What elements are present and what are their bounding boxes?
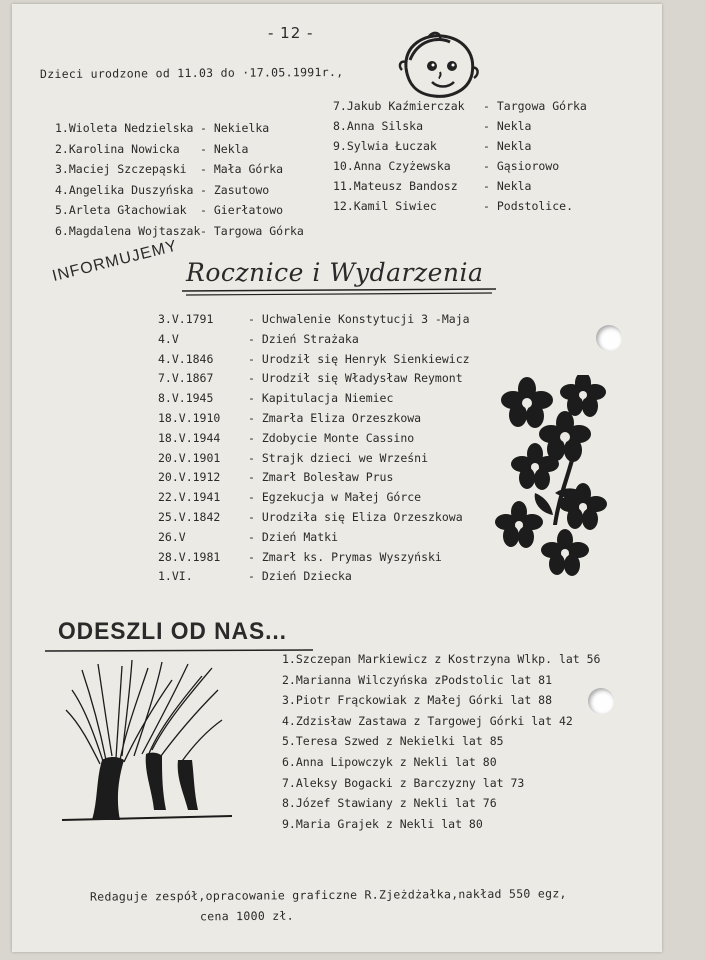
obituary-entry: 1.Szczepan Markiewicz z Kostrzyna Wlkp. lat 56 <box>282 652 601 666</box>
event-description: - Uchwalenie Konstytucji 3 -Maja <box>248 312 470 326</box>
birth-place: - Nekielka <box>200 121 270 135</box>
birth-name: 4.Angelika Duszyńska <box>55 182 194 197</box>
event-description: - Strajk dzieci we Wrześni <box>248 450 429 465</box>
birth-place: - Mała Górka <box>200 162 284 176</box>
event-description: - Urodził się Władysław Reymont <box>248 371 463 386</box>
willow-tree-illustration <box>62 660 232 830</box>
obituary-entry: 3.Piotr Frąckowiak z Małej Górki lat 88 <box>282 693 553 708</box>
birth-entry <box>333 119 531 133</box>
birth-entry <box>55 121 269 135</box>
obituary-entry: 7.Aleksy Bogacki z Barczyzny lat 73 <box>282 775 525 790</box>
birth-place: - Gąsiorowo <box>483 159 560 173</box>
birth-name: 12.Kamil Siwiec <box>333 199 437 213</box>
birth-place: - Targowa Górka <box>200 223 304 238</box>
obituary-entry: 8.Józef Stawiany z Nekli lat 76 <box>282 796 497 811</box>
birth-entry <box>333 159 559 173</box>
birth-name: 6.Magdalena Wojtaszak <box>55 223 201 238</box>
birth-place: - Nekla <box>483 119 532 133</box>
birth-name: 10.Anna Czyżewska <box>333 159 451 173</box>
footer-credits: Redaguje zespół,opracowanie graficzne R.Zjeżdżałka,nakład 550 egz, <box>89 886 567 904</box>
event-description: - Zdobycie Monte Cassino <box>248 430 415 445</box>
event-date: 4.V.1846 <box>158 351 214 366</box>
event-date: 25.V.1842 <box>158 510 221 524</box>
birth-name: 9.Sylwia Łuczak <box>333 139 437 153</box>
obituary-entry: 5.Teresa Szwed z Nekielki lat 85 <box>282 734 504 749</box>
birth-name: 7.Jakub Kaźmierczak <box>333 99 465 113</box>
birth-entry <box>333 99 587 113</box>
events-title: Rocznice i Wydarzenia <box>186 258 484 287</box>
event-description: - Egzekucja w Małej Górce <box>248 490 422 505</box>
birth-place: - Nekla <box>483 139 532 153</box>
birth-name: 1.Wioleta Nedzielska <box>55 121 194 135</box>
birth-entry <box>333 139 531 153</box>
birth-name: 5.Arleta Głachowiak <box>55 203 187 217</box>
birth-entry <box>55 224 304 238</box>
event-date: 22.V.1941 <box>158 490 221 505</box>
event-date: 4.V <box>158 331 179 346</box>
event-date: 1.VI. <box>158 569 193 584</box>
birth-name: 3.Maciej Szczepąski <box>55 162 187 176</box>
birth-name: 8.Anna Silska <box>333 119 424 133</box>
event-description: - Zmarł Bolesław Prus <box>248 470 394 485</box>
footer-price: cena 1000 zł. <box>199 908 294 924</box>
birth-name: 2.Karolina Nowicka <box>55 141 180 156</box>
event-date: 18.V.1944 <box>158 430 221 445</box>
event-date: 20.V.1912 <box>158 470 221 485</box>
birth-place: - Zasutowo <box>200 182 270 197</box>
deaths-title: ODESZLI OD NAS... <box>58 618 287 645</box>
obituary-entry: 6.Anna Lipowczyk z Nekli lat 80 <box>282 755 497 769</box>
birth-name: 11.Mateusz Bandosz <box>333 179 458 193</box>
event-description: - Dzień Dziecka <box>248 569 352 584</box>
event-date: 3.V.1791 <box>158 312 214 326</box>
obituary-entry: 9.Maria Grajek z Nekli lat 80 <box>282 816 483 831</box>
deaths-title-underline <box>45 648 315 654</box>
flowers-illustration <box>495 375 620 580</box>
events-title-underline <box>180 285 500 297</box>
birth-entry <box>55 162 283 176</box>
birth-place: - Targowa Górka <box>483 99 587 113</box>
birth-place: - Podstolice. <box>483 199 574 213</box>
birth-entry <box>55 203 283 217</box>
birth-place: - Nekla <box>200 141 249 156</box>
event-date: 7.V.1867 <box>158 371 214 386</box>
event-description: - Urodziła się Eliza Orzeszkowa <box>248 510 463 524</box>
event-date: 28.V.1981 <box>158 549 221 564</box>
punch-hole-icon <box>588 688 614 714</box>
event-description: - Zmarła Eliza Orzeszkowa <box>248 411 422 425</box>
events-label: INFORMUJEMY <box>50 237 180 286</box>
event-date: 26.V <box>158 529 186 544</box>
birth-entry <box>55 142 248 156</box>
births-title: Dzieci urodzone od 11.03 do ·17.05.1991r., <box>39 64 344 82</box>
page-number: - 12 - <box>268 24 314 42</box>
birth-entry <box>55 183 269 197</box>
obituary-entry: 4.Zdzisław Zastawa z Targowej Górki lat 42 <box>282 713 573 728</box>
event-description: - Kapitulacja Niemiec <box>248 391 394 406</box>
obituary-entry: 2.Marianna Wilczyńska zPodstolic lat 81 <box>282 672 553 687</box>
event-date: 18.V.1910 <box>158 411 221 425</box>
birth-place: - Gierłatowo <box>200 203 284 217</box>
birth-place: - Nekla <box>483 179 532 193</box>
event-description: - Urodził się Henryk Sienkiewicz <box>248 351 470 366</box>
event-description: - Dzień Strażaka <box>248 331 359 346</box>
event-date: 20.V.1901 <box>158 450 221 465</box>
birth-entry <box>333 199 573 213</box>
event-description: - Zmarł ks. Prymas Wyszyński <box>248 549 442 564</box>
event-date: 8.V.1945 <box>158 391 214 406</box>
event-description: - Dzień Matki <box>248 529 339 544</box>
birth-entry <box>333 179 531 193</box>
baby-face-icon <box>398 30 482 100</box>
punch-hole-icon <box>596 325 622 351</box>
